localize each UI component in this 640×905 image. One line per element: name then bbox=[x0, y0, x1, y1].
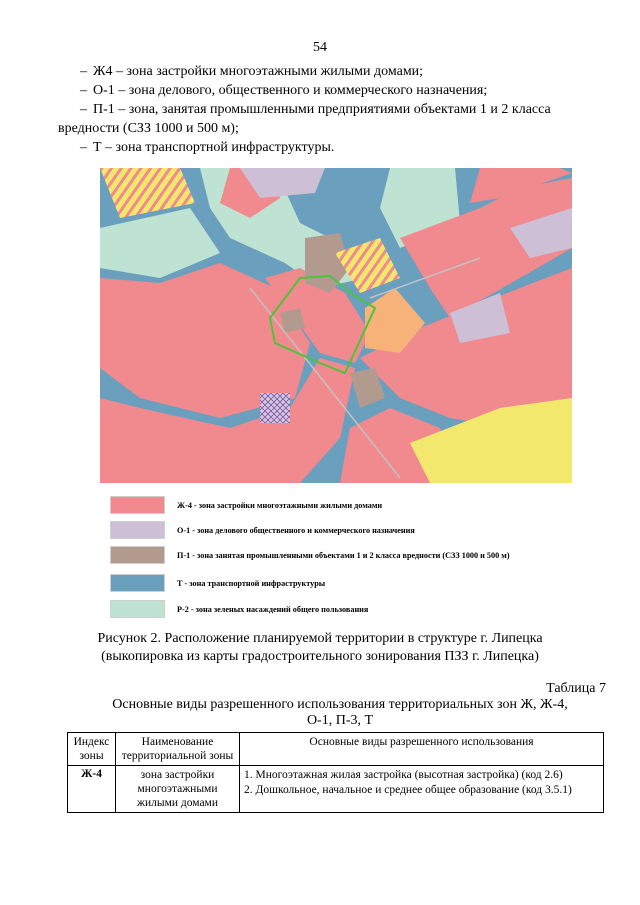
legend-swatch bbox=[110, 521, 165, 539]
zone-name-cell: зона застройки многоэтажными жилыми домами bbox=[116, 766, 240, 813]
map-business-hatched bbox=[260, 393, 290, 423]
legend-text: Р-2 - зона зеленых насаждений общего пользования bbox=[177, 604, 369, 614]
table-header-cell: Наименование территориальной зоны bbox=[116, 733, 240, 766]
legend-text: О-1 - зона делового общественного и коммерческого назначения bbox=[177, 525, 415, 535]
table-title bbox=[60, 697, 620, 729]
list-item bbox=[58, 138, 618, 157]
legend-item bbox=[110, 519, 590, 541]
table-header-row bbox=[68, 733, 604, 766]
list-dash: – bbox=[80, 64, 87, 79]
page-number: 54 bbox=[313, 40, 327, 55]
figure-caption-line: (выкопировка из карты градостроительного зонирования ПЗЗ г. Липецка) bbox=[101, 649, 539, 664]
list-item-text: П-1 – зона, занятая промышленными предприятиями объектами 1 и 2 класса bbox=[93, 102, 551, 117]
figure-caption-line: Рисунок 2. Расположение планируемой территории в структуре г. Липецка bbox=[97, 631, 543, 646]
table-row bbox=[68, 766, 604, 813]
figure-caption bbox=[0, 630, 640, 666]
legend-item bbox=[110, 598, 590, 620]
list-item-text: Т – зона транспортной инфраструктуры. bbox=[93, 140, 335, 155]
legend-swatch bbox=[110, 600, 165, 618]
table-header-cell: Основные виды разрешенного использования bbox=[240, 733, 604, 766]
list-item-continuation: вредности (СЗЗ 1000 и 500 м); bbox=[58, 121, 239, 136]
table-label: Таблица 7 bbox=[546, 681, 606, 696]
list-item bbox=[58, 81, 618, 100]
legend-swatch bbox=[110, 574, 165, 592]
legend-swatch bbox=[110, 496, 165, 514]
legend-text: П-1 - зона занятая промышленными объектами 1 и 2 класса вредности (СЗЗ 1000 и 500 м) bbox=[177, 550, 510, 560]
legend-item bbox=[110, 544, 590, 566]
use-item: 2. Дошкольное, начальное и среднее общее образование (код 3.5.1) bbox=[244, 784, 572, 796]
table-title-line: Основные виды разрешенного использования территориальных зон Ж, Ж-4, bbox=[112, 697, 568, 712]
zone-uses-cell bbox=[240, 766, 604, 813]
use-item: 1. Многоэтажная жилая застройка (высотная застройка) (код 2.6) bbox=[244, 769, 563, 781]
zone-list bbox=[58, 62, 618, 157]
legend-text: Ж-4 - зона застройки многоэтажными жилыми домами bbox=[177, 500, 383, 510]
table-header-cell: Индекс зоны bbox=[68, 733, 116, 766]
table-title-line: О-1, П-3, Т bbox=[306, 713, 374, 728]
list-item-text: О-1 – зона делового, общественного и коммерческого назначения; bbox=[93, 83, 488, 98]
zones-table bbox=[67, 732, 604, 813]
zoning-map bbox=[100, 168, 572, 483]
list-dash: – bbox=[80, 102, 87, 117]
list-item-text: Ж4 – зона застройки многоэтажными жилыми домами; bbox=[93, 64, 424, 79]
zone-index-cell: Ж-4 bbox=[68, 766, 116, 813]
list-item bbox=[58, 62, 618, 81]
list-item bbox=[58, 100, 618, 138]
legend-swatch bbox=[110, 546, 165, 564]
list-dash: – bbox=[80, 140, 87, 155]
legend-item bbox=[110, 572, 590, 594]
legend-text: Т - зона транспортной инфраструктуры bbox=[177, 578, 326, 588]
legend-item bbox=[110, 494, 590, 516]
list-dash: – bbox=[80, 83, 87, 98]
